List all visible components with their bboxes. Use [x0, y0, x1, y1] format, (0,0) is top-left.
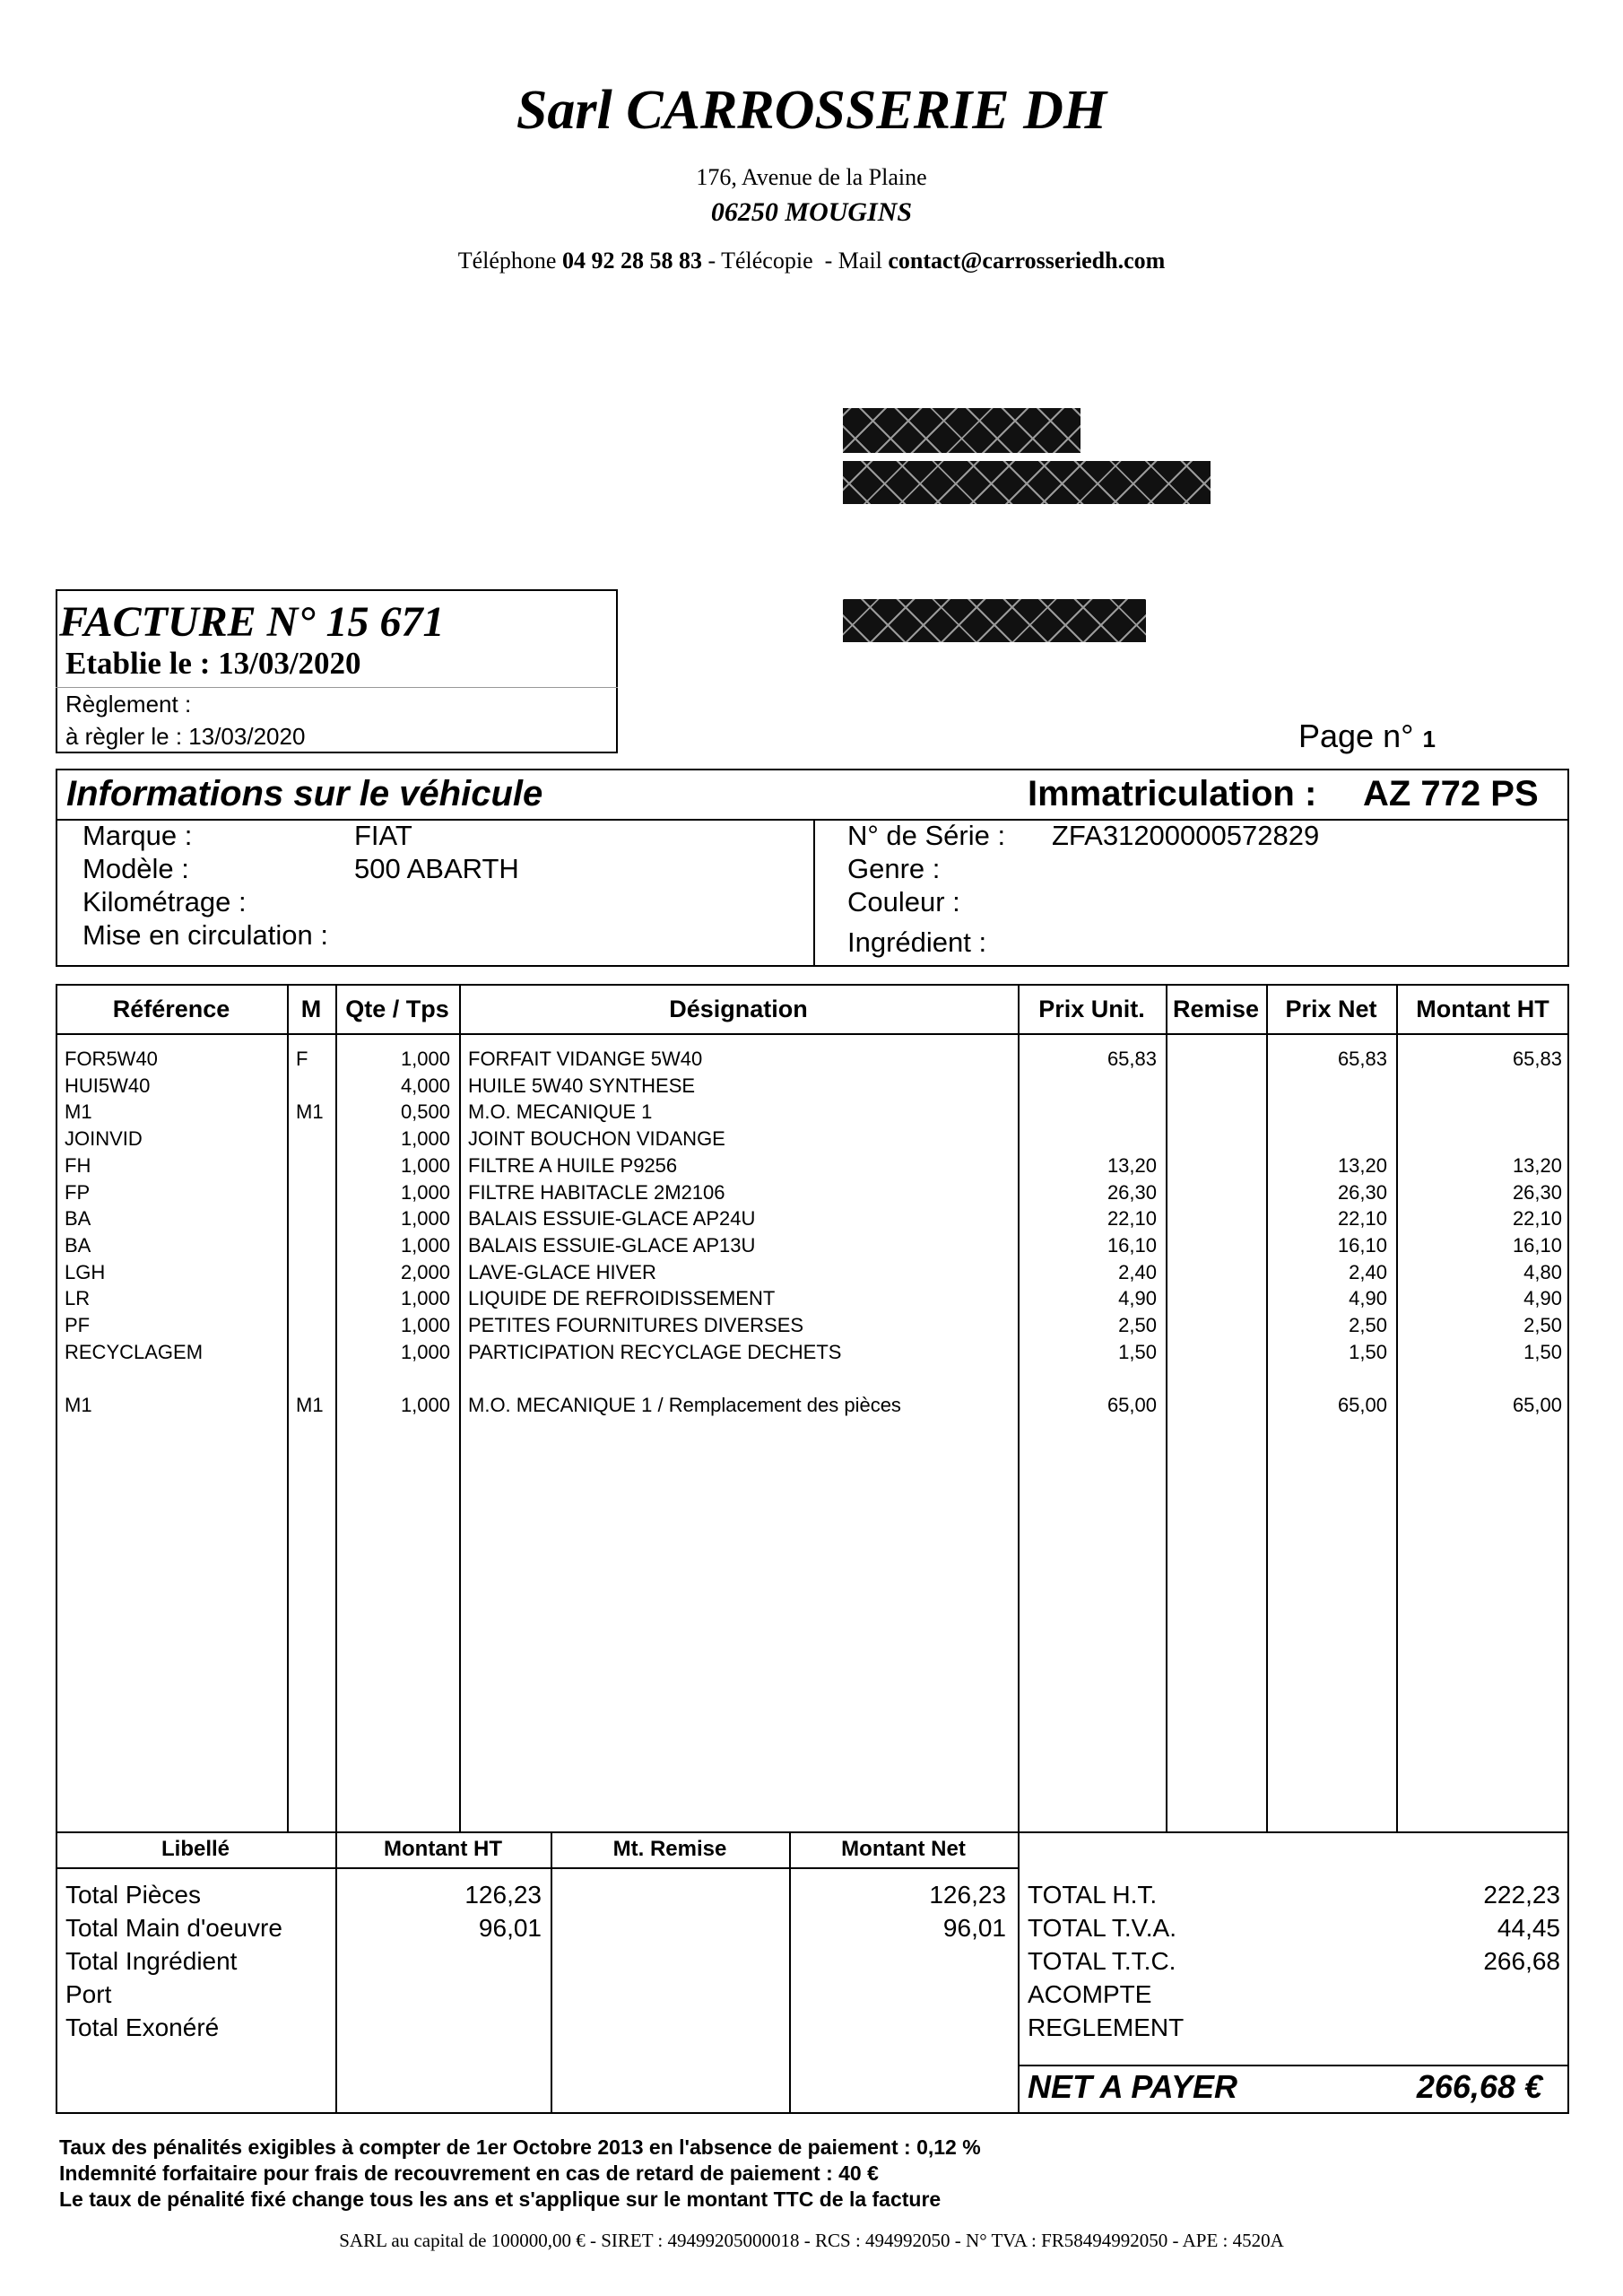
item-qty: 1,000 — [400, 1394, 450, 1417]
item-ref: M1 — [65, 1394, 92, 1417]
email: contact@carrosseriedh.com — [888, 248, 1166, 274]
type-label: Genre : — [847, 853, 941, 884]
item-des: FILTRE A HUILE P9256 — [468, 1153, 678, 1177]
summary-ht-value: 126,23 — [464, 1881, 542, 1909]
brand-label: Marque : — [82, 820, 193, 851]
summary-labels — [65, 1878, 282, 2044]
payment-method: Règlement : — [65, 691, 192, 718]
item-des: FILTRE HABITACLE 2M2106 — [468, 1180, 725, 1204]
item-pu: 26,30 — [1107, 1180, 1157, 1204]
item-pn: 2,40 — [1349, 1260, 1387, 1283]
item-des: BALAIS ESSUIE-GLACE AP13U — [468, 1233, 756, 1257]
net-payable-divider — [1018, 2065, 1569, 2066]
item-pu: 13,20 — [1107, 1153, 1157, 1177]
summary-label: Port — [65, 1980, 112, 2008]
registration-value: AZ 772 PS — [1363, 774, 1539, 813]
summary-label: Total Pièces — [65, 1881, 201, 1909]
redacted-client-name — [843, 408, 1081, 453]
col-header-reference: Référence — [112, 996, 230, 1022]
items-col-divider — [1018, 984, 1020, 1833]
totals-values — [1345, 1878, 1560, 1978]
redacted-client-city — [843, 599, 1146, 642]
items-col-divider — [335, 984, 337, 1833]
item-pn: 1,50 — [1349, 1340, 1387, 1363]
vehicle-column-divider — [813, 819, 815, 967]
page-label: Page n° — [1298, 718, 1414, 754]
total-ttc-label: TOTAL T.T.C. — [1028, 1947, 1176, 1975]
phone-label: Téléphone — [457, 248, 557, 274]
total-tva-value: 44,45 — [1497, 1914, 1560, 1942]
item-ref: BA — [65, 1207, 91, 1231]
item-mt: 4,90 — [1523, 1287, 1562, 1310]
item-ref: FP — [65, 1180, 91, 1204]
item-pn: 2,50 — [1349, 1314, 1387, 1336]
summary-header-label: Libellé — [161, 1837, 230, 1861]
model-label: Modèle : — [82, 853, 189, 884]
item-mt: 65,83 — [1512, 1048, 1562, 1070]
company-name: Sarl CARROSSERIE DH — [516, 80, 1107, 141]
item-qty: 1,000 — [400, 1207, 450, 1231]
col-header-designation: Désignation — [669, 996, 808, 1022]
item-pn: 4,90 — [1349, 1287, 1387, 1310]
ingredient-label: Ingrédient : — [847, 926, 987, 958]
item-pu: 65,00 — [1107, 1394, 1157, 1417]
item-ref: M1 — [65, 1100, 92, 1124]
items-col-divider — [1166, 984, 1167, 1833]
item-mt: 1,50 — [1523, 1340, 1562, 1363]
company-contact — [0, 248, 1623, 274]
item-m: F — [296, 1048, 308, 1070]
item-pu: 2,50 — [1118, 1314, 1157, 1336]
item-des: HUILE 5W40 SYNTHESE — [468, 1074, 696, 1097]
fax-label: - Télécopie — [707, 248, 813, 274]
company-address-line2: 06250 MOUGINS — [710, 197, 913, 227]
summary-col-divider — [335, 1831, 337, 2114]
summary-header-net: Montant Net — [841, 1837, 966, 1861]
item-des: JOINT BOUCHON VIDANGE — [468, 1127, 725, 1151]
item-mt: 26,30 — [1512, 1180, 1562, 1204]
item-ref: FOR5W40 — [65, 1048, 158, 1070]
total-tva-label: TOTAL T.V.A. — [1028, 1914, 1177, 1942]
due-date: à règler le : 13/03/2020 — [65, 723, 306, 750]
vehicle-left-values — [354, 819, 519, 885]
summary-col-divider — [551, 1831, 552, 2114]
item-mt: 13,20 — [1512, 1153, 1562, 1177]
item-mt: 2,50 — [1523, 1314, 1562, 1336]
totals-labels — [1028, 1878, 1184, 2044]
summary-col-divider — [1018, 1831, 1020, 2114]
summary-header-ht: Montant HT — [384, 1837, 502, 1861]
registration-label: Immatriculation : — [1028, 774, 1317, 813]
total-ht-label: TOTAL H.T. — [1028, 1881, 1158, 1909]
item-mt: 65,00 — [1512, 1394, 1562, 1417]
vehicle-section-title: Informations sur le véhicule — [66, 774, 543, 813]
color-label: Couleur : — [847, 886, 960, 918]
items-col-divider — [287, 984, 289, 1833]
item-ref: PF — [65, 1314, 91, 1336]
item-des: LAVE-GLACE HIVER — [468, 1260, 656, 1283]
item-ref: BA — [65, 1233, 91, 1257]
item-qty: 1,000 — [400, 1340, 450, 1363]
payment-label: REGLEMENT — [1028, 2013, 1185, 2041]
col-header-net-price: Prix Net — [1285, 996, 1377, 1022]
penalty-note: Taux des pénalités exigibles à compter de 1er Octobre 2013 en l'absence de paiement : 0,12 % — [59, 2135, 981, 2159]
penalty-note: Le taux de pénalité fixé change tous les ans et s'applique sur le montant TTC de la facture — [59, 2187, 942, 2211]
item-pu: 65,83 — [1107, 1048, 1157, 1070]
summary-label: Total Ingrédient — [65, 1947, 238, 1975]
col-header-amount: Montant HT — [1416, 996, 1549, 1022]
summary-net-values — [794, 1878, 1006, 1944]
item-qty: 1,000 — [400, 1127, 450, 1151]
summary-net-value: 96,01 — [942, 1914, 1006, 1942]
col-header-qty: Qte / Tps — [345, 996, 449, 1022]
brand-value: FIAT — [354, 820, 412, 851]
items-header-divider — [56, 1033, 1569, 1035]
total-ht-value: 222,23 — [1483, 1881, 1560, 1909]
legal-info: SARL au capital de 100000,00 € - SIRET : 49499205000018 - RCS : 494992050 - N° TVA : FR58494992050 - APE : 4520A — [339, 2230, 1284, 2251]
item-qty: 0,500 — [400, 1100, 450, 1124]
item-mt: 4,80 — [1523, 1260, 1562, 1283]
item-pn: 22,10 — [1337, 1207, 1387, 1231]
vehicle-right-labels — [847, 819, 1005, 959]
penalty-notes — [59, 2135, 981, 2213]
items-col-divider — [1396, 984, 1398, 1833]
item-des: BALAIS ESSUIE-GLACE AP24U — [468, 1207, 756, 1231]
item-des: PARTICIPATION RECYCLAGE DECHETS — [468, 1340, 842, 1363]
item-ref: LR — [65, 1287, 91, 1310]
item-pn: 65,00 — [1337, 1394, 1387, 1417]
item-pu: 16,10 — [1107, 1233, 1157, 1257]
item-qty: 1,000 — [400, 1314, 450, 1336]
item-qty: 2,000 — [400, 1260, 450, 1283]
net-payable-label: NET A PAYER — [1028, 2068, 1238, 2105]
item-des: LIQUIDE DE REFROIDISSEMENT — [468, 1287, 776, 1310]
item-pn: 65,83 — [1337, 1048, 1387, 1070]
item-des: M.O. MECANIQUE 1 — [468, 1100, 653, 1124]
item-qty: 4,000 — [400, 1074, 450, 1097]
serial-label: N° de Série : — [847, 820, 1006, 851]
item-des: FORFAIT VIDANGE 5W40 — [468, 1048, 703, 1070]
item-ref: RECYCLAGEM — [65, 1340, 204, 1363]
item-qty: 1,000 — [400, 1233, 450, 1257]
col-header-m: M — [300, 996, 322, 1022]
page-number — [1298, 718, 1436, 755]
penalty-note: Indemnité forfaitaire pour frais de recouvrement en cas de retard de paiement : 40 € — [59, 2161, 879, 2185]
mail-label: - Mail — [824, 248, 882, 274]
vehicle-left-labels — [82, 819, 328, 952]
item-pu: 22,10 — [1107, 1207, 1157, 1231]
item-mt: 22,10 — [1512, 1207, 1562, 1231]
summary-header-divider — [56, 1867, 1018, 1869]
item-m: M1 — [296, 1100, 324, 1124]
item-des: PETITES FOURNITURES DIVERSES — [468, 1314, 804, 1336]
deposit-label: ACOMPTE — [1028, 1980, 1152, 2008]
item-mt: 16,10 — [1512, 1233, 1562, 1257]
redacted-client-address — [843, 461, 1211, 504]
mileage-label: Kilométrage : — [82, 886, 247, 918]
summary-ht-value: 96,01 — [478, 1914, 542, 1942]
item-qty: 1,000 — [400, 1153, 450, 1177]
item-des: M.O. MECANIQUE 1 / Remplacement des pièces — [468, 1394, 901, 1417]
items-col-divider — [459, 984, 461, 1833]
item-ref: FH — [65, 1153, 91, 1177]
total-ttc-value: 266,68 — [1483, 1947, 1560, 1975]
summary-net-value: 126,23 — [929, 1881, 1006, 1909]
item-ref: HUI5W40 — [65, 1074, 151, 1097]
invoice-issue-date: Etablie le : 13/03/2020 — [65, 646, 361, 681]
items-col-divider — [1266, 984, 1268, 1833]
summary-ht-values — [341, 1878, 542, 1944]
net-payable-value: 266,68 € — [1416, 2068, 1542, 2105]
item-m: M1 — [296, 1394, 324, 1417]
item-qty: 1,000 — [400, 1287, 450, 1310]
item-pu: 2,40 — [1118, 1260, 1157, 1283]
item-qty: 1,000 — [400, 1048, 450, 1070]
item-pu: 1,50 — [1118, 1340, 1157, 1363]
item-ref: JOINVID — [65, 1127, 143, 1151]
summary-header-discount: Mt. Remise — [612, 1837, 727, 1861]
invoice-box-divider — [56, 687, 618, 688]
page-value: 1 — [1422, 726, 1436, 752]
item-pu: 4,90 — [1118, 1287, 1157, 1310]
item-pn: 16,10 — [1337, 1233, 1387, 1257]
summary-col-divider — [789, 1831, 791, 2114]
company-address-line1: 176, Avenue de la Plaine — [696, 164, 927, 190]
item-pn: 26,30 — [1337, 1180, 1387, 1204]
summary-label: Total Main d'oeuvre — [65, 1914, 282, 1942]
phone-number: 04 92 28 58 83 — [561, 248, 702, 274]
summary-label: Total Exonéré — [65, 2013, 220, 2041]
item-pn: 13,20 — [1337, 1153, 1387, 1177]
item-ref: LGH — [65, 1260, 106, 1283]
serial-value: ZFA31200000572829 — [1052, 820, 1320, 851]
model-value: 500 ABARTH — [354, 853, 519, 884]
item-qty: 1,000 — [400, 1180, 450, 1204]
col-header-unit-price: Prix Unit. — [1038, 996, 1145, 1022]
invoice-number: FACTURE N° 15 671 — [59, 598, 445, 646]
registration-date-label: Mise en circulation : — [82, 919, 328, 951]
col-header-discount: Remise — [1172, 996, 1260, 1022]
